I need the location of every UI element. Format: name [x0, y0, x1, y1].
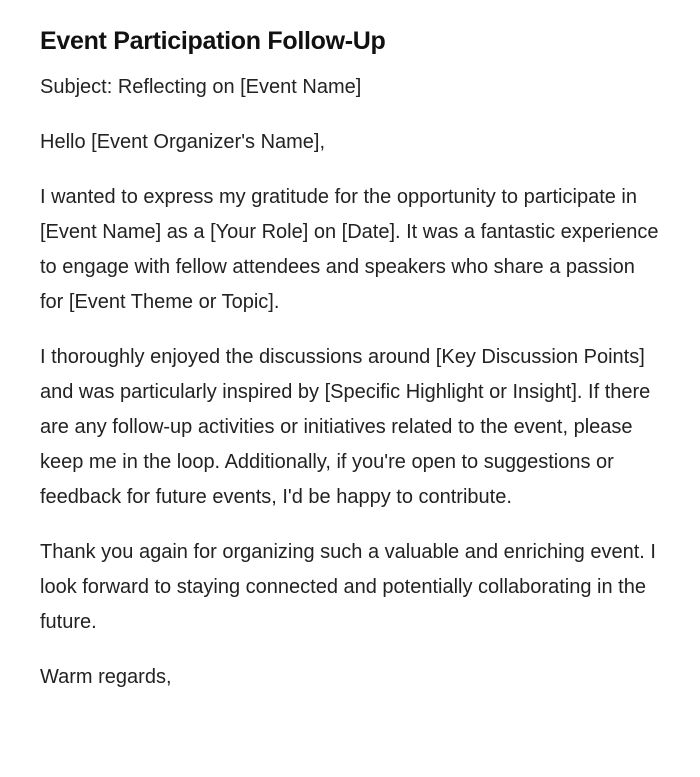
body-paragraph-gratitude: I wanted to express my gratitude for the opportunity to participate in [Event Name] as a [Your Role] on [Date]. It was a fantastic experience to engage with fellow attendees and speakers who share a passion for [Event Theme or Topic].	[40, 186, 659, 313]
body-paragraph-thanks: Thank you again for organizing such a valuable and enriching event. I look forward to staying connected and potentially collaborating in the future.	[40, 541, 656, 633]
greeting: Hello [Event Organizer's Name],	[40, 131, 326, 153]
document-title: Event Participation Follow-Up	[40, 27, 386, 55]
closing-line: Warm regards,	[40, 666, 172, 688]
subject-line: Subject: Reflecting on [Event Name]	[40, 76, 362, 98]
body-paragraph-discussions: I thoroughly enjoyed the discussions around [Key Discussion Points] and was particularly inspired by [Specific Highlight or Insight]. If there are any follow-up activities or initiatives related to the event, please keep me in the loop. Additionally, if you're open to suggestions or feedback for future events, I'd be happy to contribute.	[40, 346, 651, 508]
